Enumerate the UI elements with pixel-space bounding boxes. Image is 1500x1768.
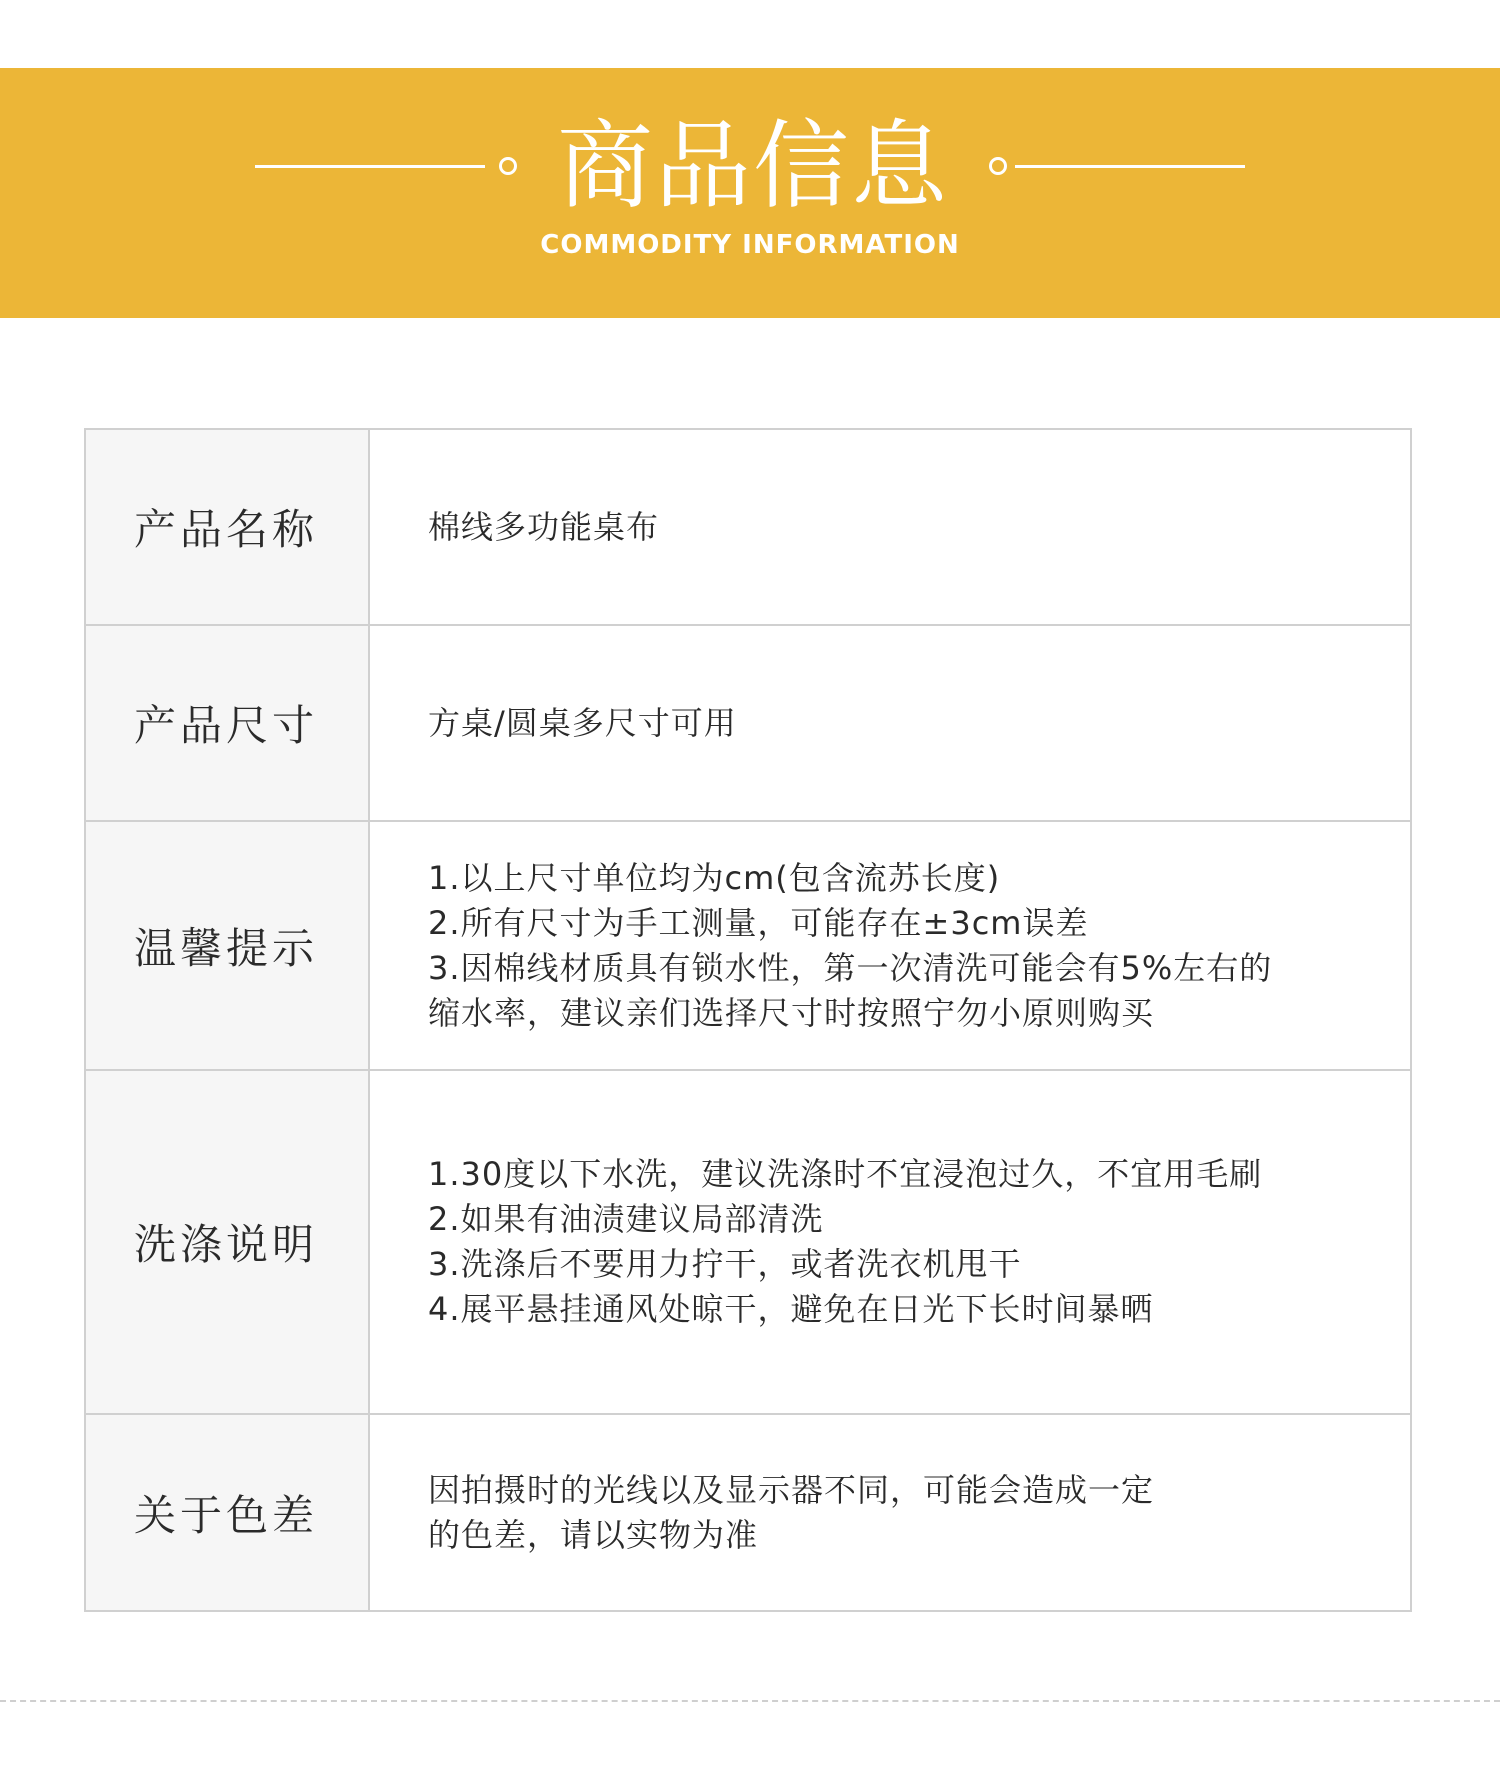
page-subtitle: COMMODITY INFORMATION — [540, 230, 960, 260]
row-value — [369, 625, 1411, 821]
table-row-color-difference — [85, 1414, 1411, 1611]
left-line-icon — [255, 165, 485, 168]
table-row-washing — [85, 1070, 1411, 1414]
left-circle-icon — [499, 157, 517, 175]
row-value-line: 1.30度以下水洗，建议洗涤时不宜浸泡过久，不宜用毛刷 — [428, 1155, 1263, 1193]
row-label: 洗涤说明 — [85, 1070, 369, 1414]
row-value-line: 棉线多功能桌布 — [428, 507, 660, 546]
row-value — [369, 1070, 1411, 1414]
row-value — [369, 1414, 1411, 1611]
row-value-line: 因拍摄时的光线以及显示器不同，可能会造成一定 — [428, 1470, 1155, 1509]
left-decoration — [255, 157, 517, 175]
row-value-line: 4.展平悬挂通风处晾干，避免在日光下长时间暴晒 — [428, 1290, 1154, 1328]
row-value-line: 2.所有尺寸为手工测量，可能存在±3cm误差 — [428, 903, 1089, 942]
table-row-product-size — [85, 625, 1411, 821]
row-value-line: 2.如果有油渍建议局部清洗 — [428, 1200, 824, 1238]
banner-title-row — [0, 108, 1500, 224]
row-label: 产品名称 — [85, 429, 369, 625]
row-label: 产品尺寸 — [85, 625, 369, 821]
page-title: 商品信息 — [557, 110, 949, 222]
right-circle-icon — [989, 157, 1007, 175]
table-row-product-name — [85, 429, 1411, 625]
row-value-line: 3.洗涤后不要用力拧干，或者洗衣机甩干 — [428, 1245, 1022, 1283]
right-decoration — [989, 157, 1245, 175]
row-value-line: 3.因棉线材质具有锁水性，第一次清洗可能会有5%左右的 — [428, 948, 1273, 987]
row-label: 关于色差 — [85, 1414, 369, 1611]
right-line-icon — [1015, 165, 1245, 168]
table-row-tips — [85, 821, 1411, 1070]
dashed-divider — [0, 1700, 1500, 1702]
row-value-line: 的色差，请以实物为准 — [428, 1515, 759, 1554]
row-label: 温馨提示 — [85, 821, 369, 1070]
row-value-line: 缩水率，建议亲们选择尺寸时按照宁勿小原则购买 — [428, 993, 1155, 1032]
row-value — [369, 821, 1411, 1070]
row-value-line: 方桌/圆桌多尺寸可用 — [428, 703, 737, 742]
row-value — [369, 429, 1411, 625]
info-table — [84, 428, 1412, 1612]
row-value-line: 1.以上尺寸单位均为cm(包含流苏长度) — [428, 858, 1001, 897]
